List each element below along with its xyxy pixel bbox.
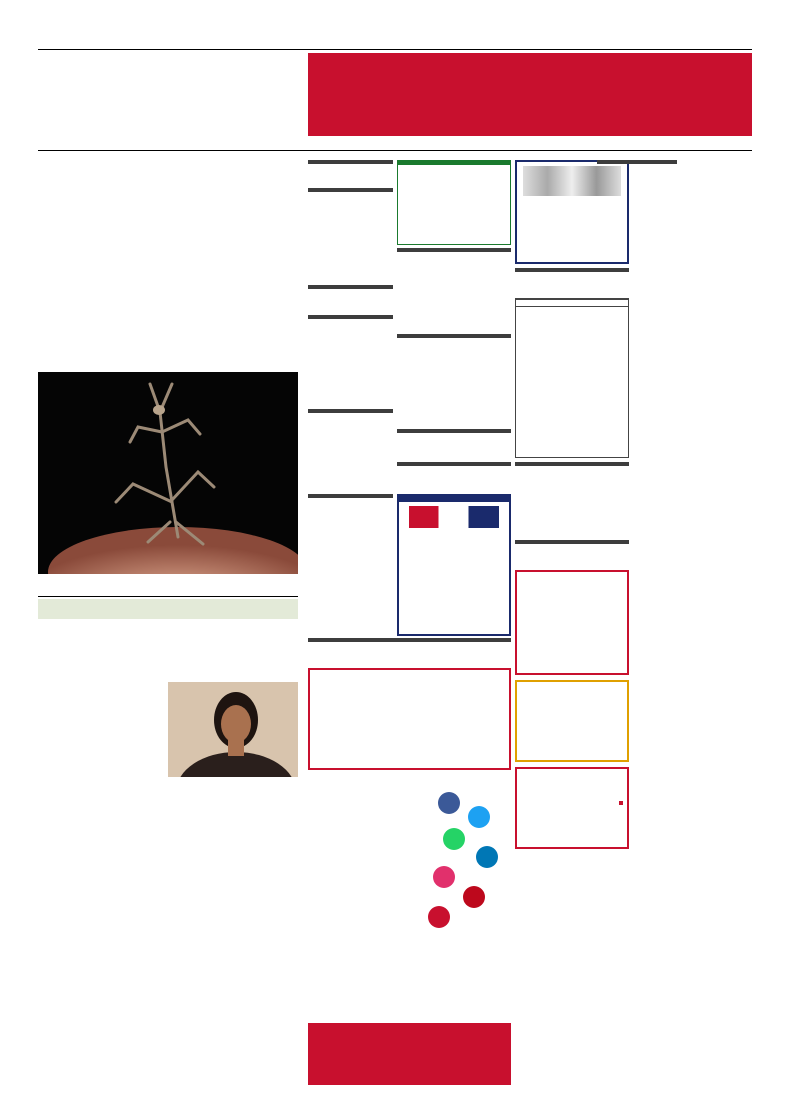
cat-personal	[308, 188, 393, 192]
cat-fencing	[397, 334, 511, 338]
classifieds-banner	[308, 53, 752, 136]
facebook-icon	[438, 792, 460, 814]
ad-able-roofers	[308, 668, 511, 770]
cat-roofing	[308, 638, 511, 642]
ad-badge	[619, 801, 623, 805]
ad-kitchen-aid	[515, 160, 629, 264]
ad-name	[516, 306, 628, 307]
ad-title	[516, 299, 628, 300]
header-rule	[38, 49, 752, 50]
cat-appliance-repairs	[397, 462, 511, 466]
brand-logos	[409, 506, 499, 528]
contact-bar	[308, 137, 752, 149]
divider	[38, 596, 298, 597]
cat-home-improvements	[308, 285, 393, 289]
ad-appliance	[397, 494, 511, 636]
ad-beavers	[397, 160, 511, 245]
ad-advertise-online	[308, 780, 511, 1085]
instagram-icon	[433, 866, 455, 888]
divider	[38, 150, 752, 151]
cat-electricians	[308, 409, 393, 413]
ad-title	[399, 496, 509, 502]
ad-removals	[515, 298, 629, 458]
twitter-icon	[468, 806, 490, 828]
cat-handyman	[397, 248, 511, 252]
ad-title	[398, 161, 510, 165]
ad-aaron-satellite	[515, 680, 629, 762]
cat-tuition	[515, 462, 629, 466]
mantis-photo	[38, 372, 298, 574]
cat-removals-storage	[515, 268, 629, 272]
author-photo	[168, 682, 298, 777]
linkedin-icon	[476, 846, 498, 868]
cat-tv	[515, 540, 629, 544]
youtube-icon	[428, 906, 450, 928]
ad-aaa-satellite	[515, 570, 629, 675]
appliances-image	[523, 166, 621, 196]
whatsapp-icon	[443, 828, 465, 850]
cat-notices	[308, 160, 393, 164]
ad-master-satellite	[515, 767, 629, 849]
cat-plumbers	[308, 494, 393, 498]
pinterest-icon	[463, 886, 485, 908]
column-kicker	[38, 599, 298, 619]
cat-for-sale	[597, 160, 677, 164]
cat-home-improvements-2	[308, 315, 393, 319]
cat-services	[397, 429, 511, 433]
